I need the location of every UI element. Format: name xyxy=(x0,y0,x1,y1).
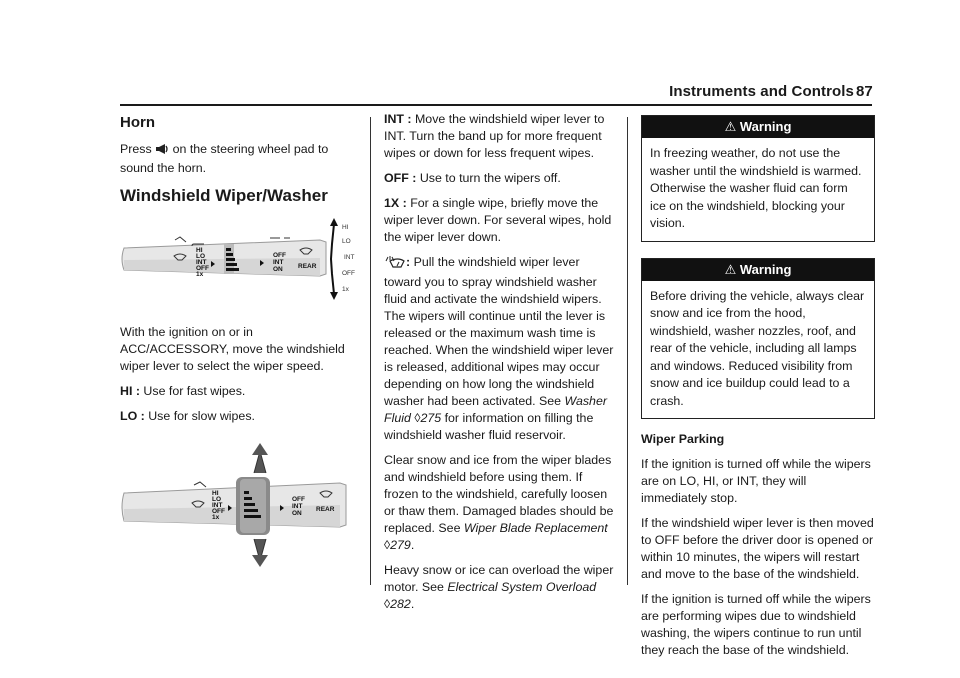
wiper-parking-heading: Wiper Parking xyxy=(641,432,725,446)
page-reference-icon: ◊ xyxy=(384,597,391,611)
warning-title-2: Warning xyxy=(739,261,792,277)
washer-text-1: Pull the windshield wiper lever toward you to spray windshield washer fluid and activate the windshield wipers. The wipers will continue until the lever is released or the maximum wash time is reached. When the windshield wiper lever is released, additional wipes may occur depending on how long the windshield washer had been activated. See xyxy=(384,255,614,408)
band-rear-on: ON xyxy=(292,510,302,517)
warning-icon: ⚠ xyxy=(724,119,737,134)
onex-text: For a single wipe, briefly move the wiper lever down. For several wipes, hold the wiper lever down. xyxy=(384,196,612,244)
page-number: 87 xyxy=(856,83,873,100)
warning-header-2 xyxy=(642,259,874,281)
position-label-hi: HI xyxy=(342,224,349,231)
parking-paragraph-3: If the ignition is turned off while the wipers are performing wipes due to windshield washing, the wipers continue to run until they reach the base of the windshield. xyxy=(641,592,871,657)
band-label-1x: 1x xyxy=(212,514,220,521)
band-label-lo: LO xyxy=(212,496,222,503)
warning-box-1 xyxy=(641,115,875,242)
rear-word: REAR xyxy=(298,263,317,270)
int-text: Move the windshield wiper lever to INT. Turn the band up for more frequent wipes or down for less frequent wipes. xyxy=(384,112,605,160)
warning-header-1 xyxy=(642,116,874,138)
hi-paragraph xyxy=(120,383,358,400)
horn-text-after: on the steering wheel pad to sound the horn. xyxy=(120,142,329,175)
band-label-off: OFF xyxy=(212,508,225,515)
electrical-overload-link-page[interactable]: 282 xyxy=(390,597,411,611)
band-label-int: INT xyxy=(212,502,223,509)
lo-paragraph xyxy=(120,408,358,425)
lo-text: Use for slow wipes. xyxy=(148,409,255,423)
wiper-heading: Windshield Wiper/Washer xyxy=(120,186,328,205)
column-divider-2 xyxy=(627,117,628,585)
int-paragraph xyxy=(384,111,616,162)
washer-link[interactable]: Washer Fluid xyxy=(384,394,607,425)
position-label-lo: LO xyxy=(342,238,351,245)
wiper-lever-diagram-band xyxy=(120,437,358,567)
int-term: INT : xyxy=(384,112,412,126)
lever-label-int: INT xyxy=(196,259,207,266)
wiper-blade-link-page[interactable]: 279 xyxy=(390,538,411,552)
warning-box-2 xyxy=(641,258,875,420)
lever-label-lo: LO xyxy=(196,253,206,260)
warning-title-1: Warning xyxy=(739,119,792,134)
band-rear-off: OFF xyxy=(292,496,305,503)
off-paragraph xyxy=(384,170,616,187)
clear-end: . xyxy=(410,538,415,552)
lever-label-1x: 1x xyxy=(196,271,204,278)
onex-paragraph xyxy=(384,195,616,246)
heavy-text: Heavy snow or ice can overload the wiper motor. See xyxy=(384,563,614,594)
lever-label-hi: HI xyxy=(196,247,203,254)
clear-text: Clear snow and ice from the wiper blades and windshield before using them. If frozen to the windshield, carefully loosen or thaw them. Damaged blades should be replaced. See xyxy=(384,453,614,535)
parking-paragraph-2: If the windshield wiper lever is then moved to OFF before the driver door is opened or within 10 minutes, the wipers will restart and move to the base of the windshield. xyxy=(641,516,874,581)
washer-icon xyxy=(384,255,406,274)
warning-body-1: In freezing weather, do not use the washer until the windshield is warmed. Otherwise the washer fluid can form ice on the windshield, blocking your vision. xyxy=(650,146,862,230)
horn-icon xyxy=(155,143,169,160)
position-label-int: INT xyxy=(344,254,355,261)
off-term: OFF : xyxy=(384,171,417,185)
band-rear-int: INT xyxy=(292,503,303,510)
band-label-hi: HI xyxy=(212,490,219,497)
washer-text-2: for information on filling the windshield washer fluid reservoir. xyxy=(384,411,594,442)
right-column xyxy=(641,115,875,667)
rear-label-off: OFF xyxy=(273,252,286,259)
horn-text-before: Press xyxy=(120,142,152,156)
page-reference-icon: ◊ xyxy=(384,538,391,552)
left-column xyxy=(120,114,358,567)
column-divider-1 xyxy=(370,117,371,585)
onex-term: 1X : xyxy=(384,196,407,210)
position-label-1x: 1x xyxy=(342,286,349,293)
intro-paragraph: With the ignition on or in ACC/ACCESSORY, move the windshield wiper lever to select the wiper speed. xyxy=(120,325,345,373)
lever-label-off: OFF xyxy=(196,265,209,272)
heavy-end: . xyxy=(410,597,415,611)
rear-label-on: ON xyxy=(273,266,283,273)
hi-term: HI : xyxy=(120,384,140,398)
washer-colon: : xyxy=(406,255,411,269)
section-title: Instruments and Controls xyxy=(669,83,854,100)
warning-icon: ⚠ xyxy=(724,261,737,277)
washer-paragraph xyxy=(384,254,616,444)
off-text: Use to turn the wipers off. xyxy=(419,171,561,185)
header-rule xyxy=(120,104,872,106)
electrical-overload-link[interactable]: Electrical System Overload xyxy=(447,580,597,594)
horn-paragraph xyxy=(120,141,358,177)
page-reference-icon: ◊ xyxy=(414,411,421,425)
parking-paragraph-1: If the ignition is turned off while the wipers are on LO, HI, or INT, they will immediately stop. xyxy=(641,457,871,505)
middle-column xyxy=(384,111,616,621)
washer-link-page[interactable]: 275 xyxy=(420,411,442,425)
band-rear-word: REAR xyxy=(316,506,335,513)
rear-label-int: INT xyxy=(273,259,284,266)
wiper-blade-link[interactable]: Wiper Blade Replacement xyxy=(463,521,608,535)
horn-heading: Horn xyxy=(120,114,155,131)
lo-term: LO : xyxy=(120,409,145,423)
warning-body-2: Before driving the vehicle, always clear snow and ice from the hood, windshield, washer nozzles, roof, and rear of the vehicle, including all lamps and windows. Reduced visibility from snow and ice buildup could lead to a crash. xyxy=(650,288,865,408)
wiper-lever-diagram-positions xyxy=(120,214,358,304)
clear-paragraph xyxy=(384,452,616,554)
position-label-off: OFF xyxy=(342,270,355,277)
heavy-paragraph xyxy=(384,562,616,613)
hi-text: Use for fast wipes. xyxy=(143,384,246,398)
